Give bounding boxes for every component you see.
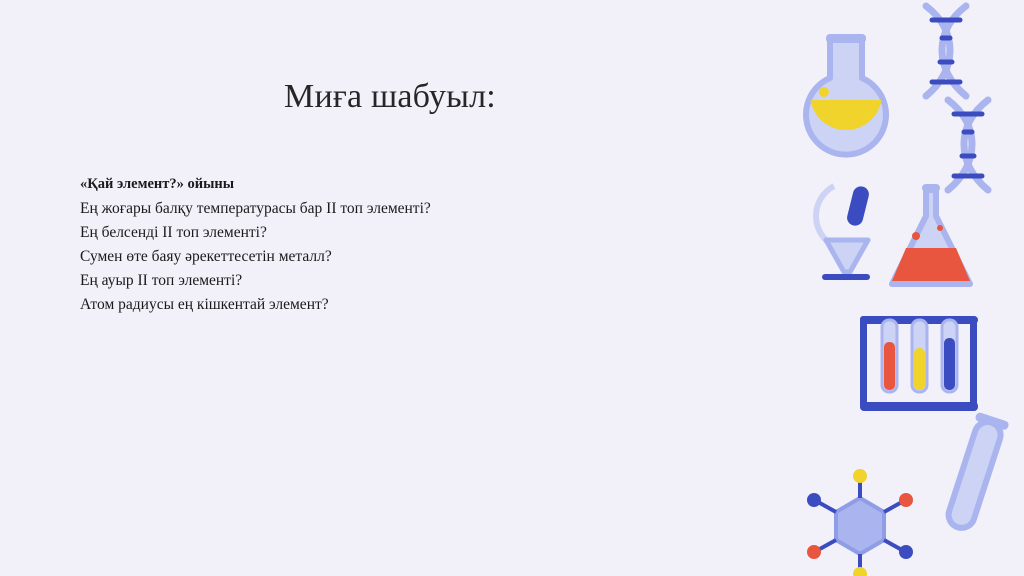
question-line-3: Сумен өте баяу әрекеттесетін металл? [80,248,332,265]
dna-helix-icon [926,6,988,190]
test-tube-rack-icon [860,316,978,411]
page-title: Миға шабуыл: [284,78,496,115]
lab-funnel-icon [816,185,871,280]
question-line-1: Ең жоғары балқу температурасы бар II топ элементі? [80,200,431,217]
chemistry-illustration [764,0,1024,576]
question-line-2: Ең белсенді II топ элементі? [80,224,267,241]
molecule-icon [807,469,913,576]
body-text [80,172,680,317]
game-title-line: «Қай элемент?» ойыны [80,176,235,192]
test-tube-icon [941,412,1009,533]
round-flask-icon [806,34,886,155]
erlenmeyer-flask-icon [892,184,970,284]
question-line-5: Атом радиусы ең кішкентай элемент? [80,296,329,313]
question-line-4: Ең ауыр II топ элементі? [80,272,243,289]
